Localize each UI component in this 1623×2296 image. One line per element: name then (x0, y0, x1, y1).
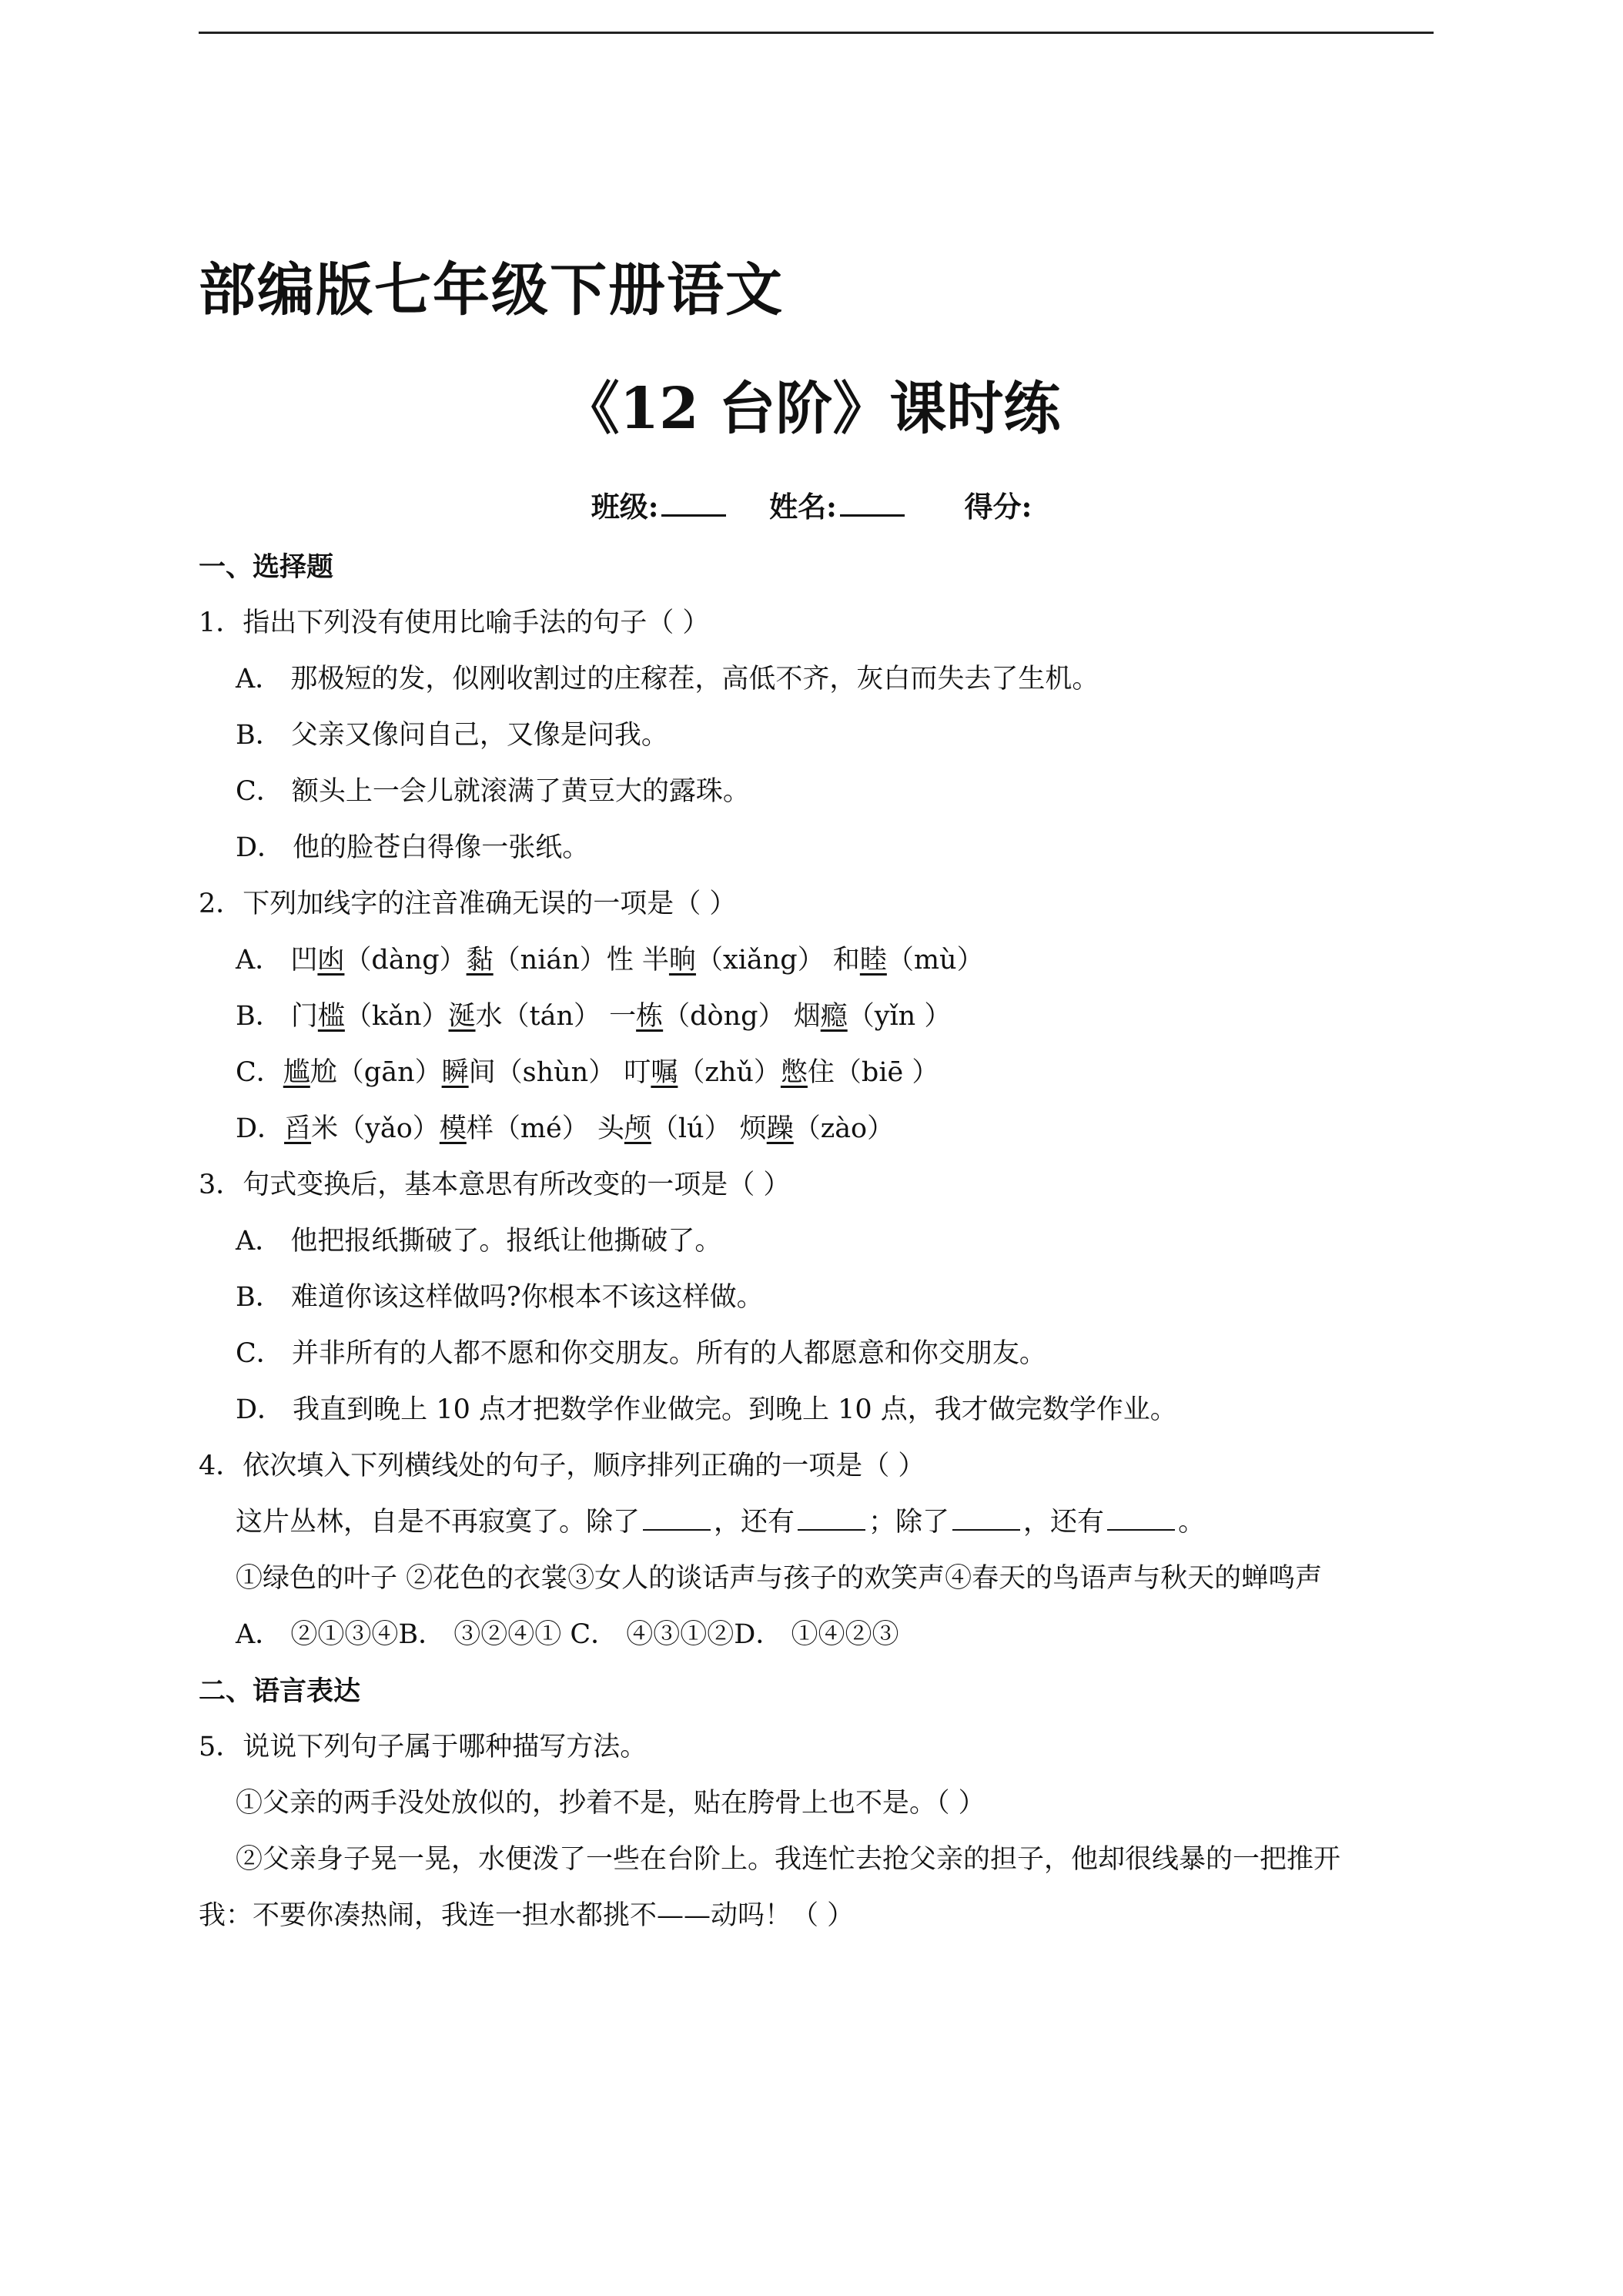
section-heading: 二、语言表达 (199, 1675, 361, 1707)
option-a: A． 凹凼（dàng）黏（nián）性 半晌（xiǎng） 和睦（mù） (236, 945, 984, 976)
blank-1[interactable] (643, 1508, 711, 1531)
option-d: D．舀米（yǎo）模样（mé） 头颅（lú） 烦躁（zào） (236, 1113, 895, 1144)
option-b: B． 父亲又像问自己，又像是问我。 (236, 720, 668, 751)
blank-4[interactable] (1107, 1508, 1175, 1531)
option-a: A． 他把报纸撕破了。报纸让他撕破了。 (236, 1226, 722, 1257)
sentence-item-2: ②父亲身子晃一晃，水便泼了一些在台阶上。我连忙去抢父亲的担子，他却很线暴的一把推开 (236, 1844, 1341, 1875)
fill-in-sentence: 这片丛林，自是不再寂寞了。除了 ，还有 ；除了 ，还有 。 (236, 1507, 1206, 1538)
class-blank[interactable] (661, 491, 726, 517)
score-label: 得分: (964, 490, 1032, 524)
option-c: C． 额头上一会儿就滚满了黄豆大的露珠。 (236, 776, 750, 807)
document-title: 部编版七年级下册语文 (199, 257, 784, 323)
class-label: 班级: (591, 490, 659, 524)
option-c: C．尴尬（gān）瞬间（shùn） 叮嘱（zhǔ）憋住（biē ） (236, 1057, 939, 1088)
option-b: B． 门槛（kǎn）涎水（tán） 一栋（dòng） 烟瘾（yǐn ） (236, 1001, 952, 1032)
lesson-title: 《12 台阶》课时练 (562, 376, 1061, 442)
answer-choices: A． ②①③④B． ③②④① C． ④③①②D． ①④②③ (236, 1619, 899, 1650)
sentence-item-1: ①父亲的两手没处放似的，抄着不是，贴在胯骨上也不是。（ ） (236, 1788, 986, 1819)
name-label: 姓名: (769, 490, 837, 524)
blank-2[interactable] (798, 1508, 865, 1531)
numbered-items: ①绿色的叶子 ②花色的衣裳③女人的谈话声与孩子的欢笑声④春天的鸟语声与秋天的蝉鸣声 (236, 1563, 1323, 1594)
name-blank[interactable] (840, 491, 905, 517)
question-stem: 1．指出下列没有使用比喻手法的句子（ ） (199, 607, 710, 638)
option-c: C． 并非所有的人都不愿和你交朋友。所有的人都愿意和你交朋友。 (236, 1338, 1046, 1369)
header-rule (199, 32, 1434, 34)
worksheet-body (199, 539, 1434, 1944)
option-d: D． 他的脸苍白得像一张纸。 (236, 832, 590, 863)
option-a: A． 那极短的发，似刚收割过的庄稼茬，高低不齐，灰白而失去了生机。 (236, 664, 1099, 694)
option-b: B． 难道你该这样做吗?你根本不该这样做。 (236, 1282, 764, 1313)
question-stem: 2．下列加线字的注音准确无误的一项是（ ） (199, 889, 737, 919)
student-info-line (0, 484, 1623, 525)
blank-3[interactable] (952, 1508, 1020, 1531)
section-heading: 一、选择题 (199, 551, 334, 583)
question-stem: 3．句式变换后，基本意思有所改变的一项是（ ） (199, 1170, 791, 1200)
option-d: D． 我直到晚上 10 点才把数学作业做完。到晚上 10 点，我才做完数学作业。 (236, 1394, 1177, 1425)
question-stem: 5．说说下列句子属于哪种描写方法。 (199, 1732, 648, 1762)
question-stem: 4．依次填入下列横线处的句子，顺序排列正确的一项是（ ） (199, 1451, 925, 1481)
sentence-item-2-continued: 我：不要你凑热闹，我连一担水都挑不——动吗！（ ） (199, 1900, 855, 1931)
